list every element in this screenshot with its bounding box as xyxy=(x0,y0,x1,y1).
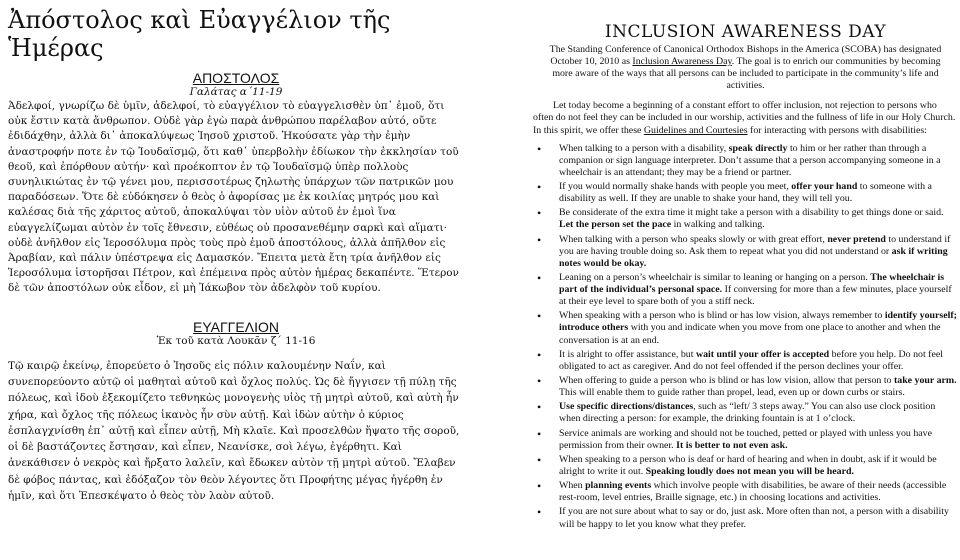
bullet-text: When talking to a person with a disability, xyxy=(559,142,729,154)
list-item xyxy=(533,480,958,504)
list-item xyxy=(533,428,958,452)
list-item xyxy=(533,234,958,270)
bullet-emphasis: offer your hand xyxy=(791,181,858,193)
bullet-text: It is alright to offer assistance, but xyxy=(559,348,696,360)
bullet-text: Service animals are working and should not be touched, petted or played with unless you have permission from their owner. xyxy=(559,427,932,451)
bullet-text: When xyxy=(559,480,586,492)
list-item xyxy=(533,310,958,346)
bullet-icon: • xyxy=(537,400,542,415)
bullet-text: Leaning on a person’s wheelchair is similar to leaning or hanging on a person. xyxy=(559,271,871,283)
bullet-icon: • xyxy=(537,309,542,324)
bullet-icon: • xyxy=(537,505,542,520)
bullet-icon: • xyxy=(537,270,542,285)
bullet-emphasis: never pretend xyxy=(827,233,886,245)
bullet-icon: • xyxy=(537,426,542,441)
inclusion-title: INCLUSION AWARENESS DAY xyxy=(604,22,887,42)
bullet-emphasis: Speaking loudly does not mean you will be heard. xyxy=(645,465,854,477)
bullet-text: in walking and talking. xyxy=(671,219,765,231)
intro-text-b: . The goal is to enrich our communities by becoming more aware of the ways that all persons can be included to participate in the community’s life and activities. xyxy=(552,56,941,92)
bullet-icon: • xyxy=(537,232,542,247)
bullet-text: If you would normally shake hands with people you meet, xyxy=(559,181,792,193)
bullet-icon: • xyxy=(537,206,542,221)
intro-text-a: The Standing Conference of Canonical Orthodox Bishops in the America (SCOBA) has designated October 10, 2010 as xyxy=(549,44,942,68)
right-column xyxy=(533,0,958,533)
bullet-text: with you and indicate when you move from one place to another and when the conversation is at an end. xyxy=(559,322,941,346)
para-text-b: for interacting with persons with disabilities: xyxy=(747,124,927,136)
inclusion-paragraph xyxy=(533,100,958,136)
bullet-text: When speaking with a person who is blind or has low vision, always remember to xyxy=(559,310,885,322)
bullet-text: When speaking to a person who is deaf or hard of hearing and when in doubt, ask if it would be alright to write it out. xyxy=(559,453,937,477)
left-column xyxy=(8,0,464,504)
intro-link[interactable]: Inclusion Awareness Day xyxy=(632,56,732,68)
bullet-text: before you help. Do not feel obligated to act as caregiver. And do not feel offended if the person declines your offer. xyxy=(559,348,943,372)
bullet-text: If you are not sure about what to say or do, just ask. More often than not, a person with a disability will be happy to let you know what they prefer. xyxy=(559,506,949,530)
list-item xyxy=(533,207,958,231)
bullet-text: to someone with a disability as well. If they are unable to shake your hand, they will tell you. xyxy=(559,181,932,205)
list-item xyxy=(533,143,958,179)
inclusion-intro xyxy=(541,44,950,92)
bullet-text: to him or her rather than through a companion or sign language interpreter. Don’t assume that a person accompanying someone in a wheelchair is an attendant; they may be a friend or partner. xyxy=(559,142,941,178)
bullet-icon: • xyxy=(537,374,542,388)
bullet-text: This will enable them to guide rather than propel, lead, even up or down curbs or stairs. xyxy=(559,387,905,399)
apostle-text: Ἀδελφοί, γνωρίζω δὲ ὑμῖν, ἀδελφοί, τὸ εὐαγγέλιον τὸ εὐαγγελισθὲν ὑπ᾽ ἐμοῦ, ὅτι οὐκ ἔστιν κατὰ ἄνθρωπον. Οὐδὲ γὰρ ἐγὼ παρὰ ἀνθρώπου παρέλαβον αὐτό, οὔτε ἐδιδάχθην, ἀλλὰ δι᾽ ἀποκαλύψεως Ἰησοῦ χριστοῦ. Ἠκούσατε γὰρ τὴν ἐμὴν ἀναστροφήν ποτε ἐν τῷ Ἰουδαϊσμῷ, ὅτι καθ᾽ ὑπερβολὴν ἐδίωκον τὴν ἐκκλησίαν τοῦ θεοῦ, καὶ ἐπόρθουν αὐτήν· καὶ προέκοπτον ἐν τῷ Ἰουδαϊσμῷ ὑπὲρ πολλοὺς συνηλικιώτας ἐν τῷ γένει μου, περισσοτέρως ζηλωτὴς ὑπάρχων τῶν πατρικῶν μου παραδόσεων. Ὅτε δὲ εὐδόκησεν ὁ θεὸς ὁ ἀφορίσας με ἐκ κοιλίας μητρός μου καὶ καλέσας διὰ τῆς χάριτος αὐτοῦ, ἀποκαλύψαι τὸν υἱὸν αὐτοῦ ἐν ἐμοὶ ἵνα εὐαγγελίζωμαι αὐτὸν ἐν τοῖς ἔθνεσιν, εὐθέως οὐ προσανεθέμην σαρκὶ καὶ αἵματι· οὐδὲ ἀνῆλθον εἰς Ἱεροσόλυμα πρὸς τοὺς πρὸ ἐμοῦ ἀποστόλους, ἀλλὰ ἀπῆλθον εἰς Ἀραβίαν, καὶ πάλιν ὑπέστρεψα εἰς Δαμασκόν. Ἔπειτα μετὰ ἔτη τρία ἀνῆλθον εἰς Ἱεροσόλυμα ἱστορῆσαι Πέτρον, καὶ ἐπέμεινα πρὸς αὐτὸν ἡμέρας δεκαπέντε. Ἕτερον δὲ τῶν ἀποστόλων οὐκ εἶδον, εἰ μὴ Ἰάκωβον τὸν ἀδελφὸν τοῦ κυρίου. xyxy=(8,100,459,295)
bullet-emphasis: Use specific directions/distances xyxy=(559,401,694,413)
bullet-text: If conversing for more than a few minutes, place yourself at their eye level to spare both of you a stiff neck. xyxy=(559,284,952,308)
bullet-icon: • xyxy=(537,141,542,156)
gospel-text: Τῷ καιρῷ ἐκείνῳ, ἐπορεύετο ὁ Ἰησοῦς εἰς πόλιν καλουμένην Ναΐν, καὶ συνεπορεύοντο αὐτῷ οἱ μαθηταὶ αὐτοῦ καὶ ὄχλος πολύς. Ὡς δὲ ἤγγισεν τῇ πύλῃ τῆς πόλεως, καὶ ἰδοὺ ἐξεκομίζετο τεθνηκὼς μονογενὴς υἱὸς τῇ μητρὶ αὐτοῦ, καὶ αὐτὴ ἦν χήρα, καὶ ὄχλος τῆς πόλεως ἱκανὸς ἦν σὺν αὐτῇ. Καὶ ἰδὼν αὐτὴν ὁ κύριος ἐσπλαγχνίσθη ἐπ᾽ αὐτῇ καὶ εἶπεν αὐτῇ, Μὴ κλαῖε. Καὶ προσελθὼν ἥψατο τῆς σοροῦ, οἱ δὲ βαστάζοντες ἔστησαν, καὶ εἶπεν, Νεανίσκε, σοὶ λέγω, ἐγέρθητι. Καὶ ἀνεκάθισεν ὁ νεκρὸς καὶ ἤρξατο λαλεῖν, καὶ ἔδωκεν αὐτὸν τῇ μητρὶ αὐτοῦ. Ἔλαβεν δὲ φόβος πάντας, καὶ ἐδόξαζον τὸν θεὸν λέγοντες ὅτι Προφήτης μέγας ἠγέρθη ἐν ἡμῖν, καὶ ὅτι Ἐπεσκέψατο ὁ θεὸς τὸν λαὸν αὐτοῦ. xyxy=(8,359,460,503)
list-item xyxy=(533,401,958,425)
apostle-reference: Γαλάτας α΄11-19 xyxy=(189,86,283,98)
list-item xyxy=(533,506,958,530)
guidelines-link[interactable]: Guidelines and Courtesies xyxy=(643,124,748,136)
bullet-text: to understand if you are having trouble doing so. Ask them to repeat what you did not understand or xyxy=(559,233,951,257)
bullet-emphasis: identify yourself; introduce others xyxy=(559,310,957,334)
apostle-heading: ΑΠΟΣΤΟΛΟΣ xyxy=(192,70,280,86)
bullet-text: When offering to guide a person who is blind or has low vision, allow that person to xyxy=(559,375,894,386)
bullet-icon: • xyxy=(537,180,542,195)
bullet-icon: • xyxy=(537,479,542,494)
bullet-emphasis: planning events xyxy=(585,480,652,492)
para-text-a: Let today become a beginning of a constant effort to offer inclusion, not rejection to persons who often do not feel they can be included in our worship, activities and the fullness of life in our Holy Church. In this spirit, we offer these xyxy=(533,100,956,136)
gospel-heading: ΕΥΑΓΓΕΛΙΟΝ xyxy=(193,318,279,335)
list-item xyxy=(533,454,958,478)
bullet-emphasis: The wheelchair is part of the individual’s personal space. xyxy=(559,271,945,296)
bullet-text: which involve people with disabilities, be aware of their needs (accessible rest-room, level entries, Braille signage, etc.) in choosing locations and activities. xyxy=(559,480,947,504)
bullet-text: Be considerate of the extra time it might take a person with a disability to get things done or said. xyxy=(559,207,944,219)
list-item xyxy=(533,375,958,399)
guidelines-list xyxy=(533,143,958,531)
bullet-icon: • xyxy=(537,347,542,362)
bullet-text: , such as “left/ 3 steps away.” You can also use clock position when directing a person: for example, the drinking fountain is at 1 o’clock. xyxy=(559,401,936,425)
bullet-emphasis: ask if writing notes would be okay. xyxy=(559,245,948,269)
page-title: Ἀπόστολος καὶ Εὐαγγέλιον τῆς Ἡμέρας xyxy=(8,6,391,62)
bullet-emphasis: Let the person set the pace xyxy=(559,219,672,231)
bullet-emphasis: It is better to not even ask. xyxy=(676,439,788,451)
list-item xyxy=(533,272,958,308)
list-item xyxy=(533,349,958,373)
bullet-emphasis: take your arm. xyxy=(893,375,957,386)
gospel-reference: Ἐκ τοῦ κατὰ Λουκᾶν ζ΄ 11-16 xyxy=(156,334,316,347)
bullet-emphasis: wait until your offer is accepted xyxy=(695,348,830,360)
bullet-text: When talking with a person who speaks slowly or with great effort, xyxy=(559,233,828,245)
bullet-icon: • xyxy=(537,452,542,467)
bullet-emphasis: speak directly xyxy=(728,142,788,154)
list-item xyxy=(533,181,958,205)
